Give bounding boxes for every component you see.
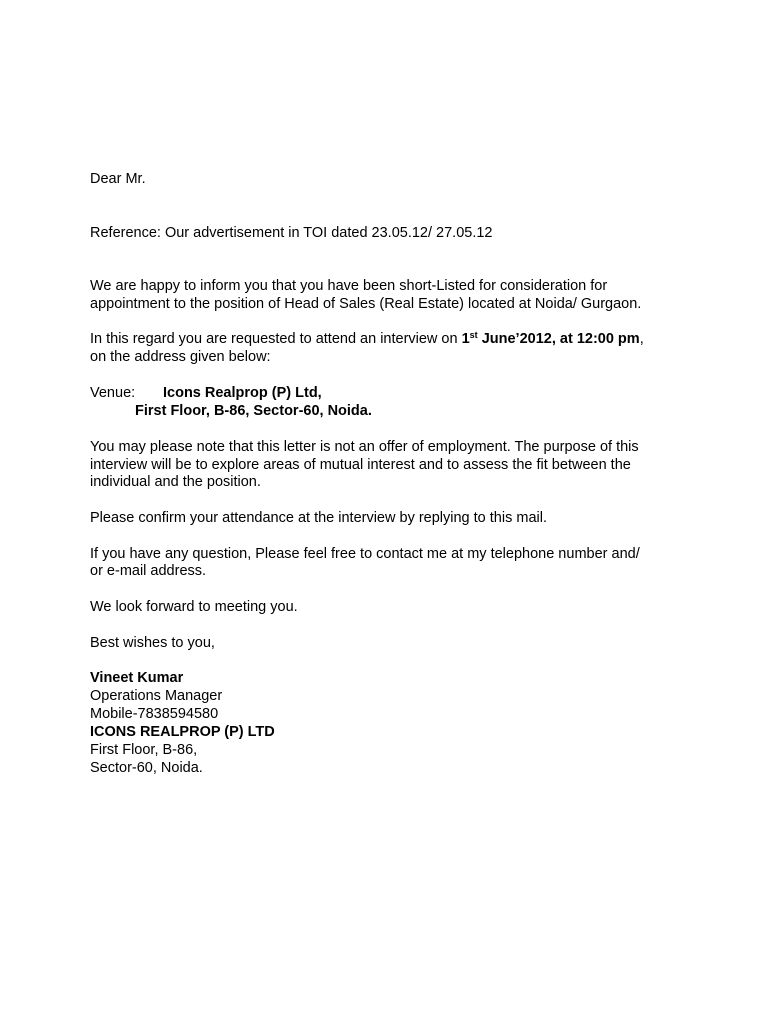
note-line-2: interview will be to explore areas of mutual interest and to assess the fit between the — [90, 457, 631, 473]
interview-comma: , — [639, 331, 644, 347]
signature-address-2: Sector-60, Noida. — [90, 760, 203, 776]
signature-company: ICONS REALPROP (P) LTD — [90, 724, 275, 740]
venue-address: First Floor, B-86, Sector-60, Noida. — [135, 403, 372, 419]
reference-line: Reference: Our advertisement in TOI dated 23.05.12/ 27.05.12 — [90, 225, 493, 241]
venue-line — [90, 384, 322, 402]
interview-day: 1 — [461, 331, 470, 347]
signature-name: Vineet Kumar — [90, 670, 184, 686]
question-line-1: If you have any question, Please feel free to contact me at my telephone number and/ — [90, 546, 640, 562]
intro-line-2: appointment to the position of Head of Sales (Real Estate) located at Noida/ Gurgaon. — [90, 296, 642, 312]
forward-line: We look forward to meeting you. — [90, 599, 298, 615]
signature-address-1: First Floor, B-86, — [90, 742, 198, 758]
interview-line-1 — [90, 330, 644, 348]
signature-title: Operations Manager — [90, 688, 223, 704]
question-line-2: or e-mail address. — [90, 563, 207, 579]
interview-line-2: on the address given below: — [90, 349, 271, 365]
venue-label: Venue: — [90, 385, 136, 401]
signature-mobile: Mobile-7838594580 — [90, 706, 219, 722]
interview-datetime: June’2012, at 12:00 pm — [477, 331, 640, 347]
salutation: Dear Mr. — [90, 171, 146, 187]
confirm-line: Please confirm your attendance at the interview by replying to this mail. — [90, 510, 547, 526]
interview-day-suffix: st — [469, 330, 478, 340]
closing-line: Best wishes to you, — [90, 635, 215, 651]
interview-prefix: In this regard you are requested to attend an interview on — [90, 331, 462, 347]
note-line-1: You may please note that this letter is not an offer of employment. The purpose of this — [90, 439, 639, 455]
note-line-3: individual and the position. — [90, 474, 261, 490]
venue-name: Icons Realprop (P) Ltd, — [163, 385, 322, 401]
intro-line-1: We are happy to inform you that you have been short-Listed for consideration for — [90, 278, 608, 294]
